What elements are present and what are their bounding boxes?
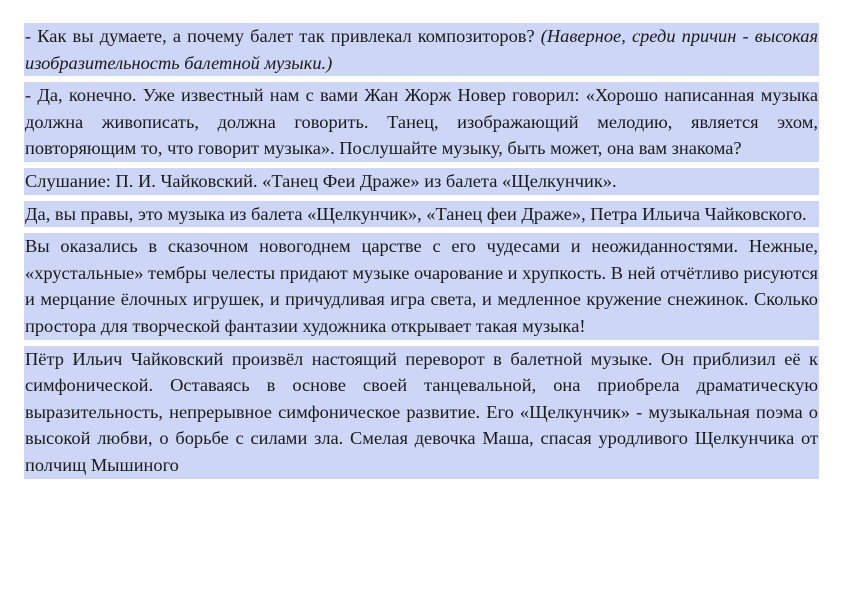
- paragraph-question: [24, 23, 819, 76]
- question-text: - Как вы думаете, а почему балет так привлекал композиторов?: [25, 26, 541, 46]
- paragraph-fairy-kingdom: Вы оказались в сказочном новогоднем царстве с его чудесами и неожиданностями. Нежные, «хрустальные» тембры челесты придают музыке очарование и хрупкость. В ней отчётливо рисуются и мерцание ёлочных игрушек, и причудливая игра света, и медленное кружение снежинок. Сколько простора для творческой фантазии художника открывает такая музыка!: [24, 233, 819, 339]
- paragraph-listening: Слушание: П. И. Чайковский. «Танец Феи Драже» из балета «Щелкунчик».: [24, 168, 819, 195]
- paragraph-tchaikovsky: Пётр Ильич Чайковский произвёл настоящий переворот в балетной музыке. Он приблизил её к симфонической. Оставаясь в основе своей танцевальной, она приобрела драматическую выразительность, непрерывное симфоническое развитие. Его «Щелкунчик» - музыкальная поэма о высокой любви, о борьбе с силами зла. Смелая девочка Маша, спасая уродливого Щелкунчика от полчищ Мышиного: [24, 346, 819, 479]
- document-page: [24, 23, 819, 479]
- expected-answer-italic: (Наверное, среди причин - высокая изобразительность балетной музыки.): [25, 26, 818, 73]
- paragraph-nutcracker-answer: Да, вы правы, это музыка из балета «Щелкунчик», «Танец феи Драже», Петра Ильича Чайковского.: [24, 201, 819, 228]
- paragraph-noverre-quote: - Да, конечно. Уже известный нам с вами Жан Жорж Новер говорил: «Хорошо написанная музыка должна живописать, должна говорить. Танец, изображающий мелодию, является эхом, повторяющим то, что говорит музыка». Послушайте музыку, быть может, она вам знакома?: [24, 82, 819, 162]
